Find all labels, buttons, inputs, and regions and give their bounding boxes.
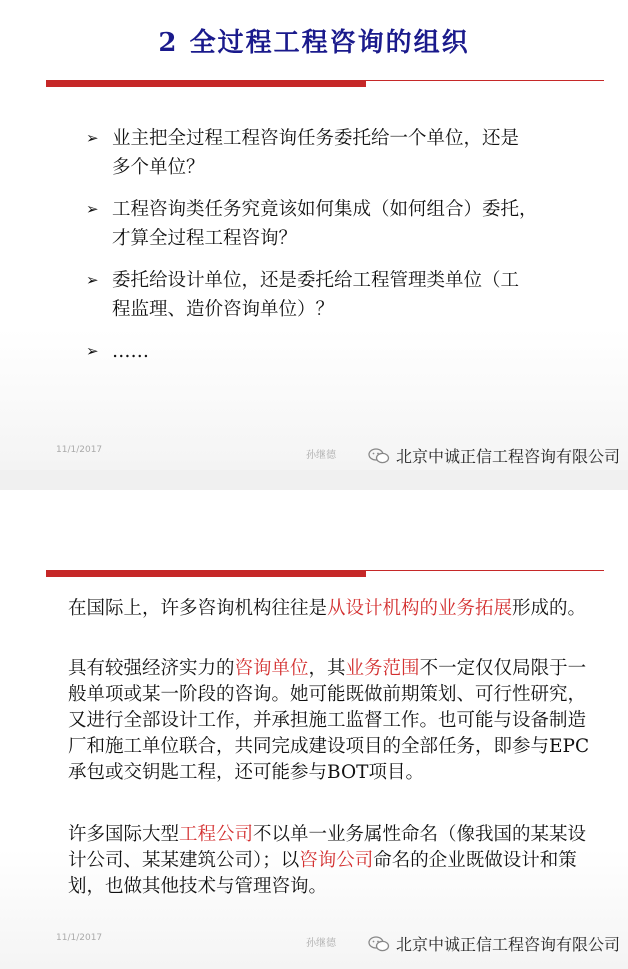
text-span: 许多国际大型 <box>68 824 180 845</box>
text-span: 具有较强经济实力的 <box>68 658 235 679</box>
bullet-item <box>86 124 596 182</box>
arrow-bullet-icon: ➢ <box>86 200 99 218</box>
bullet-item <box>86 195 596 253</box>
paragraph-2 <box>68 656 598 786</box>
watermark <box>368 932 620 955</box>
footer-date: 11/1/2017 <box>56 445 103 455</box>
bullet-text-line: 程监理、造价咨询单位）？ <box>112 299 335 320</box>
paragraph-1 <box>68 596 598 622</box>
top-rule-thick <box>46 571 366 577</box>
bullet-text-line: 多个单位？ <box>112 157 205 178</box>
highlight-text: 工程公司 <box>179 824 254 845</box>
highlight-text: 从设计机构的业务拓展 <box>327 598 513 619</box>
bullet-list <box>86 124 596 379</box>
title-rule-thick <box>46 81 366 87</box>
bullet-text-line: 才算全过程工程咨询？ <box>112 228 298 249</box>
footer-author: 孙继德 <box>306 450 336 461</box>
bullet-item <box>86 337 596 366</box>
footer-author: 孙继德 <box>306 938 336 949</box>
wechat-icon <box>368 936 390 952</box>
slide-title: 2 全过程工程咨询的组织 <box>158 28 470 58</box>
bullet-text-line: …… <box>112 341 149 362</box>
highlight-text: 业务范围 <box>345 658 420 679</box>
bullet-item <box>86 266 596 324</box>
arrow-bullet-icon: ➢ <box>86 342 99 360</box>
paragraph-3 <box>68 822 598 900</box>
text-span: 命名的企业既做设计和策划，也做其他技术与管理咨询。 <box>68 850 577 897</box>
text-span: ，其 <box>308 658 346 679</box>
text-span: 不一定仅仅局限于一般单项或某一阶段的咨询。她可能既做前期策划、可行性研究，又进行全部设计工作，并承担施工监督工作。也可能与设备制造厂和施工单位联合，共同完成建设项目的全部任务，即参与EPC承包或交钥匙工程，还可能参与BOT项目。 <box>68 658 590 783</box>
wechat-icon <box>368 448 390 464</box>
text-span: 不以单一业务属性命名（像我国的某某设计公司、某某建筑公司）；以 <box>68 824 587 871</box>
watermark-text: 北京中诚正信工程咨询有限公司 <box>396 935 621 954</box>
highlight-text: 咨询单位 <box>234 658 309 679</box>
watermark-text: 北京中诚正信工程咨询有限公司 <box>396 447 621 466</box>
slide-2 <box>0 490 628 969</box>
bullet-text-line: 业主把全过程工程咨询任务委托给一个单位，还是 <box>112 128 520 149</box>
arrow-bullet-icon: ➢ <box>86 129 99 147</box>
bullet-text-line: 委托给设计单位，还是委托给工程管理类单位（工 <box>112 270 520 291</box>
slide-1 <box>0 0 628 470</box>
footer-date: 11/1/2017 <box>56 933 103 943</box>
highlight-text: 咨询公司 <box>299 850 374 871</box>
text-span: 在国际上，许多咨询机构往往是 <box>68 598 328 619</box>
watermark <box>368 444 620 467</box>
slide-gap <box>0 470 628 490</box>
bullet-text-line: 工程咨询类任务究竟该如何集成（如何组合）委托， <box>112 199 538 220</box>
text-span: 形成的。 <box>512 598 587 619</box>
arrow-bullet-icon: ➢ <box>86 271 99 289</box>
